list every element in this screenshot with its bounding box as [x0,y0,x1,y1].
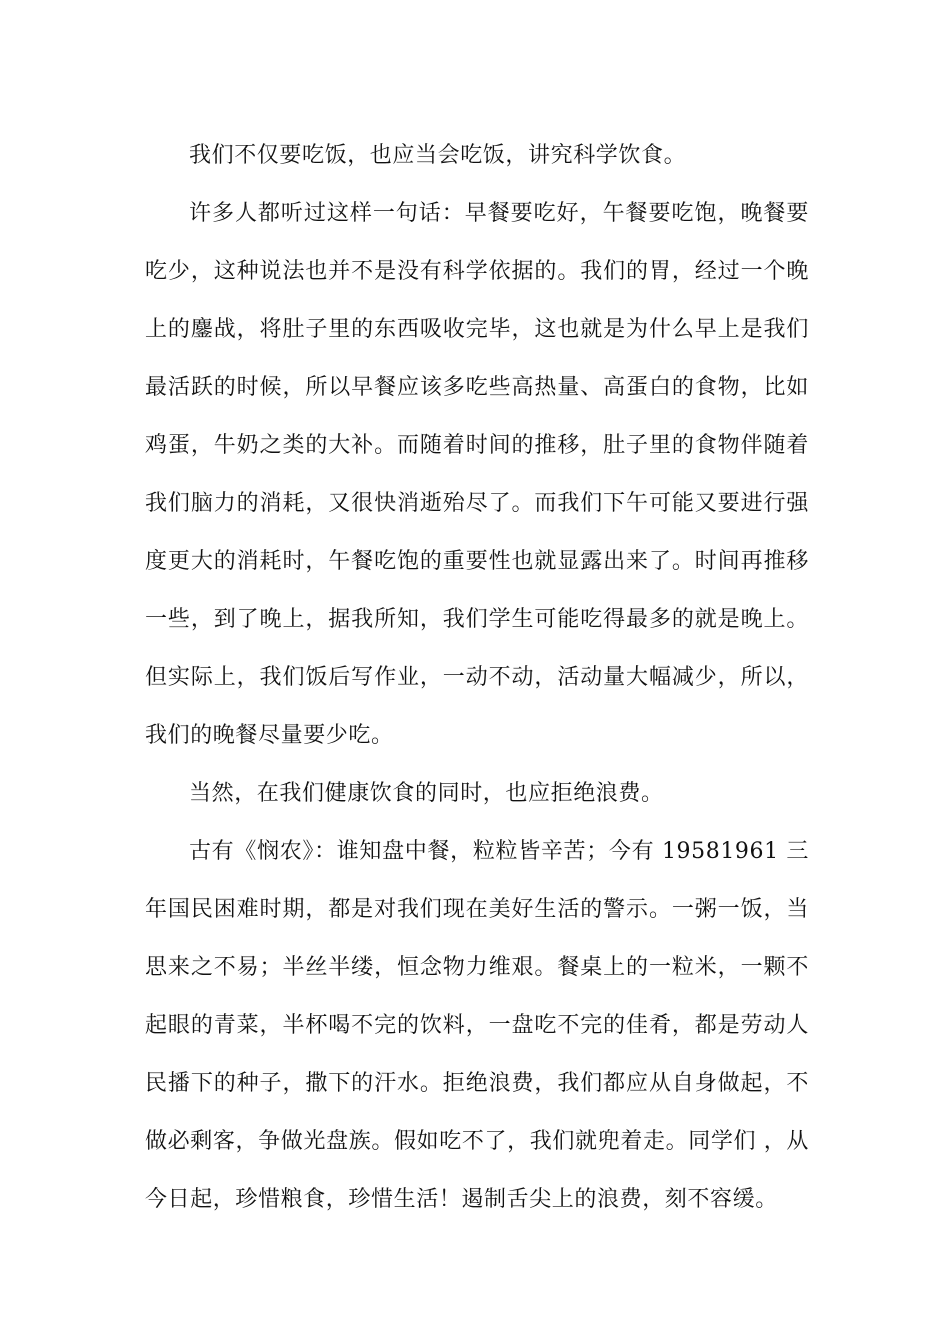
paragraph: 我们不仅要吃饭，也应当会吃饭，讲究科学饮食。 [189,143,687,168]
paragraph: 许多人都听过这样一句话：早餐要吃好，午餐要吃饱，晚餐要吃少，这种说法也并不是没有科学依据的。我们的胃，经过一个晚上的鏖战，将肚子里的东西吸收完毕，这也就是为什么早上是我们最活跃的时候，所以早餐应该多吃些高热量、高蛋白的食物，比如鸡蛋，牛奶之类的大补。而随着时间的推移，肚子里的食物伴随着我们脑力的消耗，又很快消逝殆尽了。而我们下午可能又要进行强度更大的消耗时，午餐吃饱的重要性也就显露出来了。时间再推移一些，到了晚上，据我所知，我们学生可能吃得最多的就是晚上。但实际上，我们饭后写作业，一动不动，活动量大幅减少，所以，我们的晚餐尽量要少吃。 [145,201,809,748]
paragraph: 古有《悯农》：谁知盘中餐，粒粒皆辛苦；今有 19581961 三年国民困难时期，都是对我们现在美好生活的警示。一粥一饭，当思来之不易；半丝半缕，恒念物力维艰。餐桌上的一粒米，一颗不起眼的青菜，半杯喝不完的饮料，一盘吃不完的佳肴，都是劳动人民播下的种子，撒下的汗水。拒绝浪费，我们都应从自身做起，不做必剩客，争做光盘族。假如吃不了，我们就兜着走。同学们 ，从今日起，珍惜粮食，珍惜生活！遏制舌尖上的浪费，刻不容缓。 [145,839,809,1212]
document-body [145,127,809,1229]
paragraph: 当然，在我们健康饮食的同时，也应拒绝浪费。 [189,781,664,806]
